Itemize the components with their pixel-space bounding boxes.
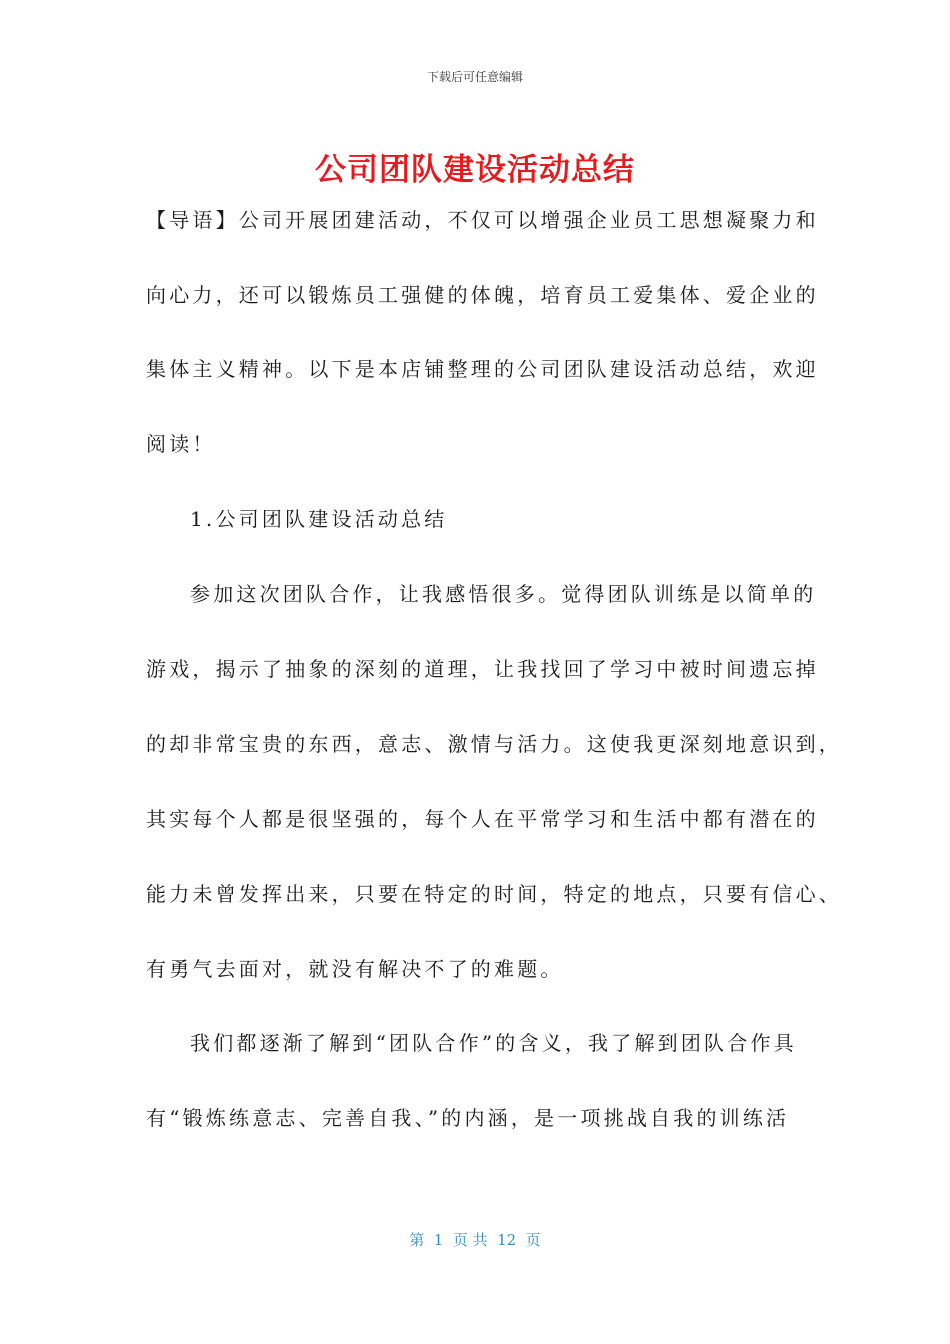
paragraph-1-line-4: 其实每个人都是很坚强的，每个人在平常学习和生活中都有潜在的 — [146, 807, 819, 831]
paragraph-2-line-2: 有“锻炼练意志、完善自我、”的内涵，是一项挑战自我的训练活 — [146, 1106, 790, 1130]
intro-line-3: 集体主义精神。以下是本店铺整理的公司团队建设活动总结，欢迎 — [146, 357, 819, 381]
paragraph-1-line-6: 有勇气去面对，就没有解决不了的难题。 — [146, 957, 564, 981]
header-note: 下载后可任意编辑 — [426, 70, 523, 84]
document-title: 公司团队建设活动总结 — [315, 152, 635, 188]
paragraph-1-line-5: 能力未曾发挥出来，只要在特定的时间，特定的地点，只要有信心、 — [146, 882, 842, 906]
section-heading: 1.公司团队建设活动总结 — [190, 507, 448, 531]
intro-line-4: 阅读！ — [146, 432, 216, 456]
page-number-footer: 第 1 页 共 12 页 — [409, 1231, 541, 1249]
paragraph-1-line-3: 的却非常宝贵的东西，意志、激情与活力。这使我更深刻地意识到， — [146, 732, 842, 756]
intro-line-2: 向心力，还可以锻炼员工强健的体魄，培育员工爱集体、爱企业的 — [146, 283, 819, 307]
intro-line-1: 【导语】公司开展团建活动，不仅可以增强企业员工思想凝聚力和 — [146, 208, 819, 232]
paragraph-1-line-1: 参加这次团队合作，让我感悟很多。觉得团队训练是以简单的 — [190, 582, 817, 606]
paragraph-1-line-2: 游戏，揭示了抽象的深刻的道理，让我找回了学习中被时间遗忘掉 — [146, 657, 819, 681]
paragraph-2-line-1: 我们都逐渐了解到“团队合作”的含义，我了解到团队合作具 — [190, 1031, 797, 1055]
